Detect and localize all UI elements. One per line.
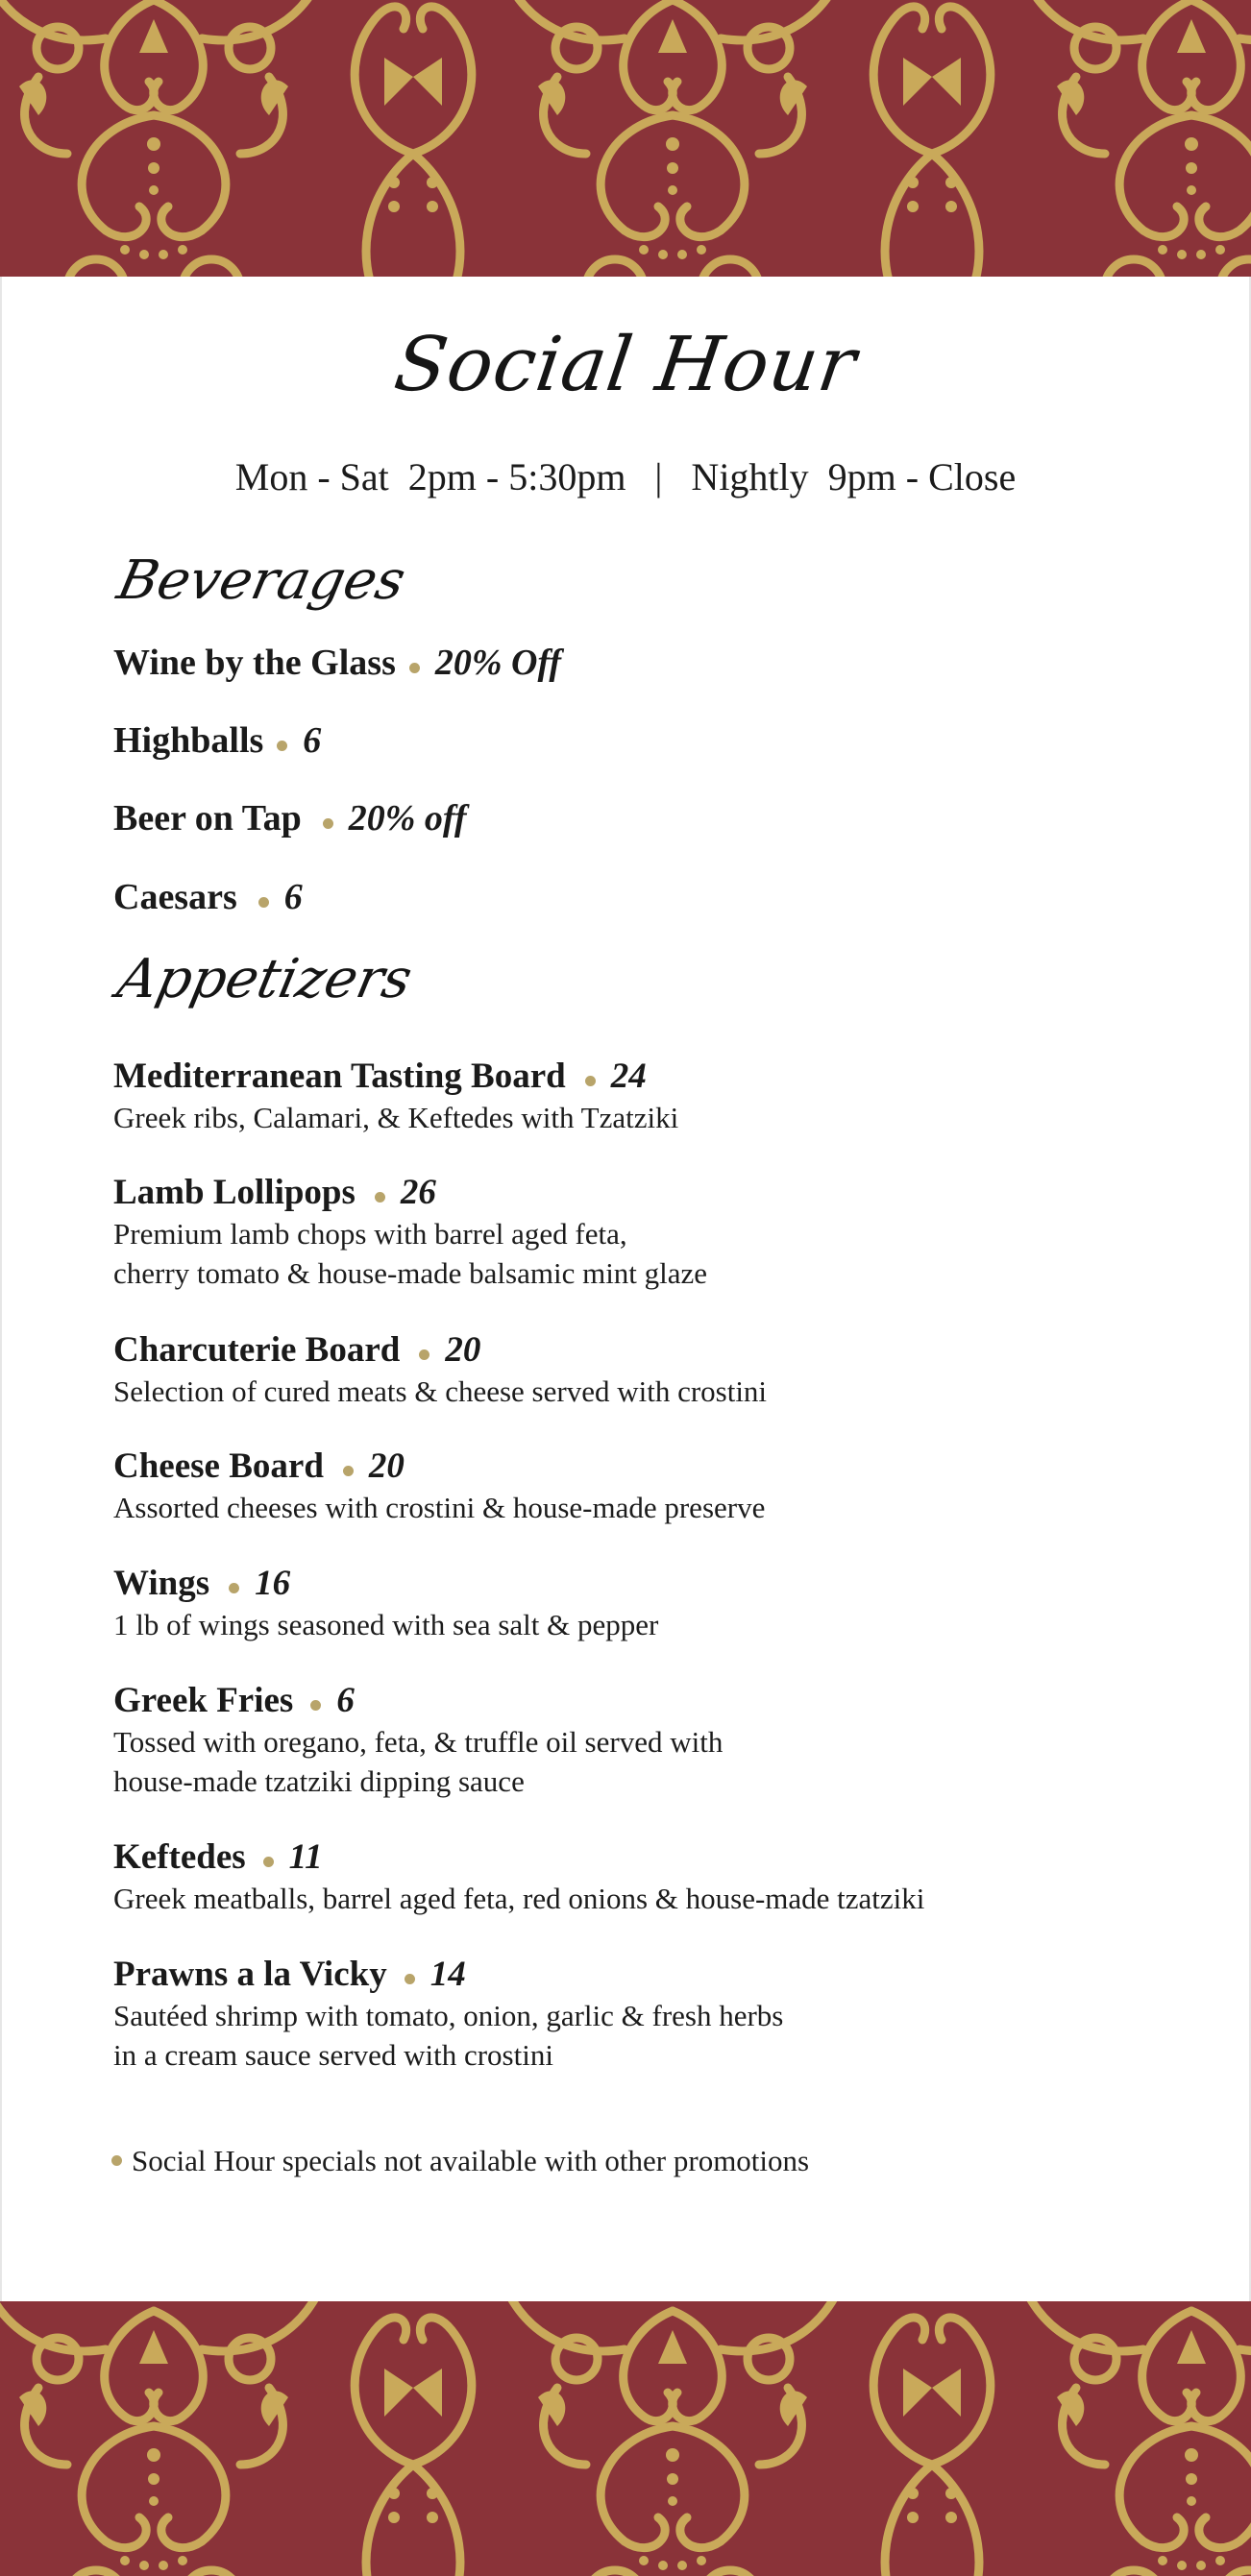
gold-dot-icon xyxy=(409,663,420,673)
menu-item-beer-on-tap xyxy=(113,797,466,839)
item-name: Lamb Lollipops xyxy=(113,1173,356,1212)
section-heading-appetizers: Appetizers xyxy=(111,948,418,1010)
item-description-line-1: Premium lamb chops with barrel aged feta, xyxy=(113,1217,627,1251)
item-description-line-1: Sautéed shrimp with tomato, onion, garlic & fresh herbs xyxy=(113,1999,784,2032)
damask-banner-top xyxy=(0,0,1251,277)
item-price: 24 xyxy=(610,1057,647,1096)
item-description-line-2: cherry tomato & house-made balsamic mint glaze xyxy=(113,1256,708,1290)
gold-dot-icon xyxy=(277,741,287,751)
menu-item-prawns-a-la-vicky xyxy=(113,1954,783,2075)
gold-dot-icon xyxy=(310,1700,321,1711)
gold-dot-icon xyxy=(323,818,333,829)
item-price: 6 xyxy=(283,877,303,917)
gold-dot-icon xyxy=(405,1974,415,1984)
item-name: Greek Fries xyxy=(113,1681,294,1720)
page-title: Social Hour xyxy=(389,322,862,408)
section-heading-beverages: Beverages xyxy=(111,549,411,612)
item-price: 11 xyxy=(288,1837,323,1877)
gold-dot-icon xyxy=(263,1857,274,1867)
item-price: 20 xyxy=(445,1330,481,1370)
item-name: Charcuterie Board xyxy=(113,1330,401,1370)
promotion-note xyxy=(111,2140,809,2182)
gold-dot-icon xyxy=(111,2155,122,2166)
item-description-line-2: house-made tzatziki dipping sauce xyxy=(113,1764,525,1798)
menu-item-mediterranean-tasting-board xyxy=(113,1056,678,1137)
menu-item-wings xyxy=(113,1563,658,1644)
menu-item-caesars xyxy=(113,876,303,918)
item-description: Selection of cured meats & cheese served with crostini xyxy=(113,1374,768,1408)
menu-item-greek-fries xyxy=(113,1680,723,1801)
item-name: Prawns a la Vicky xyxy=(113,1955,387,1994)
menu-item-keftedes xyxy=(113,1836,924,1918)
item-name: Highballs xyxy=(113,720,264,761)
gold-dot-icon xyxy=(343,1466,354,1476)
item-description: Greek ribs, Calamari, & Keftedes with Tzatziki xyxy=(113,1101,679,1134)
hours-text: Mon - Sat 2pm - 5:30pm | Nightly 9pm - Close xyxy=(234,455,1017,498)
item-name: Wine by the Glass xyxy=(113,643,396,683)
menu-item-charcuterie-board xyxy=(113,1329,767,1411)
item-name: Keftedes xyxy=(113,1837,246,1877)
gold-dot-icon xyxy=(258,897,269,908)
gold-dot-icon xyxy=(229,1583,239,1593)
item-price: 6 xyxy=(336,1681,355,1720)
item-price: 20 xyxy=(368,1446,405,1486)
gold-dot-icon xyxy=(419,1349,429,1360)
item-name: Cheese Board xyxy=(113,1446,324,1486)
item-name: Mediterranean Tasting Board xyxy=(113,1057,566,1096)
item-description-line-2: in a cream sauce served with crostini xyxy=(113,2038,553,2072)
item-description: Greek meatballs, barrel aged feta, red onions & house-made tzatziki xyxy=(113,1882,925,1915)
item-price: 26 xyxy=(400,1173,436,1212)
damask-pattern-icon xyxy=(0,0,1251,277)
menu-item-cheese-board xyxy=(113,1446,765,1527)
gold-dot-icon xyxy=(585,1076,596,1086)
promotion-note-text: Social Hour specials not available with other promotions xyxy=(132,2144,810,2177)
menu-item-highballs xyxy=(113,719,321,762)
item-price: 20% Off xyxy=(434,643,562,683)
menu-item-lamb-lollipops xyxy=(113,1172,707,1293)
item-name: Beer on Tap xyxy=(113,798,302,838)
gold-dot-icon xyxy=(375,1192,385,1203)
menu-item-wine-by-the-glass xyxy=(113,642,561,684)
item-name: Wings xyxy=(113,1564,210,1603)
item-price: 14 xyxy=(429,1955,466,1994)
damask-banner-bottom xyxy=(0,2301,1251,2576)
item-price: 16 xyxy=(255,1564,291,1603)
item-description: 1 lb of wings seasoned with sea salt & pepper xyxy=(113,1608,659,1641)
item-description: Assorted cheeses with crostini & house-made preserve xyxy=(113,1491,766,1524)
item-price: 20% off xyxy=(348,798,467,838)
item-price: 6 xyxy=(303,720,322,761)
item-name: Caesars xyxy=(113,877,237,917)
damask-pattern-icon xyxy=(0,2301,1251,2576)
item-description-line-1: Tossed with oregano, feta, & truffle oil served with xyxy=(113,1725,724,1759)
